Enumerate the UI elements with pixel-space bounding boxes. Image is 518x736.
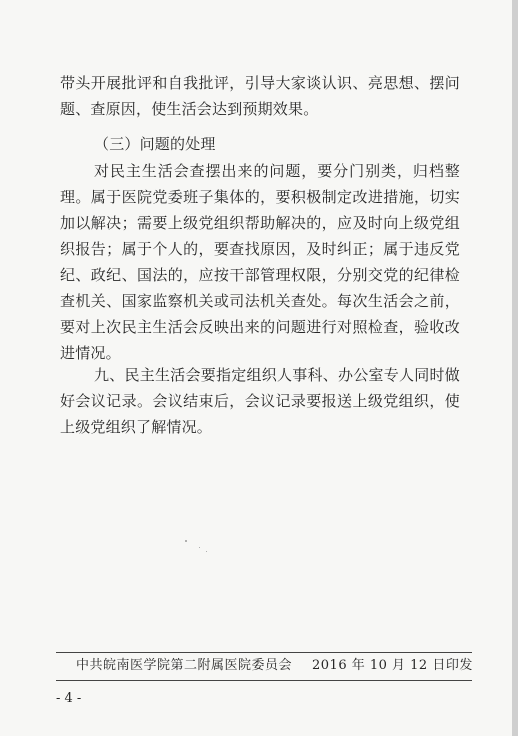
section-heading-text: （三）问题的处理 — [94, 135, 216, 153]
paragraph-2 — [60, 158, 460, 366]
footer-date: 2016 年 10 月 12 日印发 — [312, 658, 473, 673]
scan-speck — [206, 551, 207, 552]
page-number: - 4 - — [56, 691, 82, 706]
scan-speck — [199, 547, 200, 548]
scan-speck — [185, 540, 187, 542]
paragraph-1-text: 带头开展批评和自我批评，引导大家谈认识、亮思想、摆问题、查原因，使生活会达到预期效果。 — [60, 74, 460, 118]
section-heading — [94, 131, 494, 157]
footer-rule-bottom — [56, 680, 472, 681]
footer-rule-top — [56, 652, 472, 653]
footer-organization: 中共皖南医学院第二附属医院委员会 — [76, 658, 293, 673]
page-edge-shadow — [512, 0, 518, 736]
paragraph-3 — [60, 362, 460, 440]
paragraph-1 — [60, 70, 460, 122]
paragraph-2-text: 对民主生活会查摆出来的问题，要分门别类，归档整理。属于医院党委班子集体的，要积极制定改进措施，切实加以解决；需要上级党组织帮助解决的，应及时向上级党组织报告；属于个人的，要查找原因，及时纠正；属于违反党纪、政纪、国法的，应按干部管理权限，分别交党的纪律检查机关、国家监察机关或司法机关查处。每次生活会之前，要对上次民主生活会反映出来的问题进行对照检查，验收改进情况。 — [60, 162, 460, 362]
paragraph-3-text: 九、民主生活会要指定组织人事科、办公室专人同时做好会议记录。会议结束后，会议记录要报送上级党组织，使上级党组织了解情况。 — [60, 366, 460, 436]
